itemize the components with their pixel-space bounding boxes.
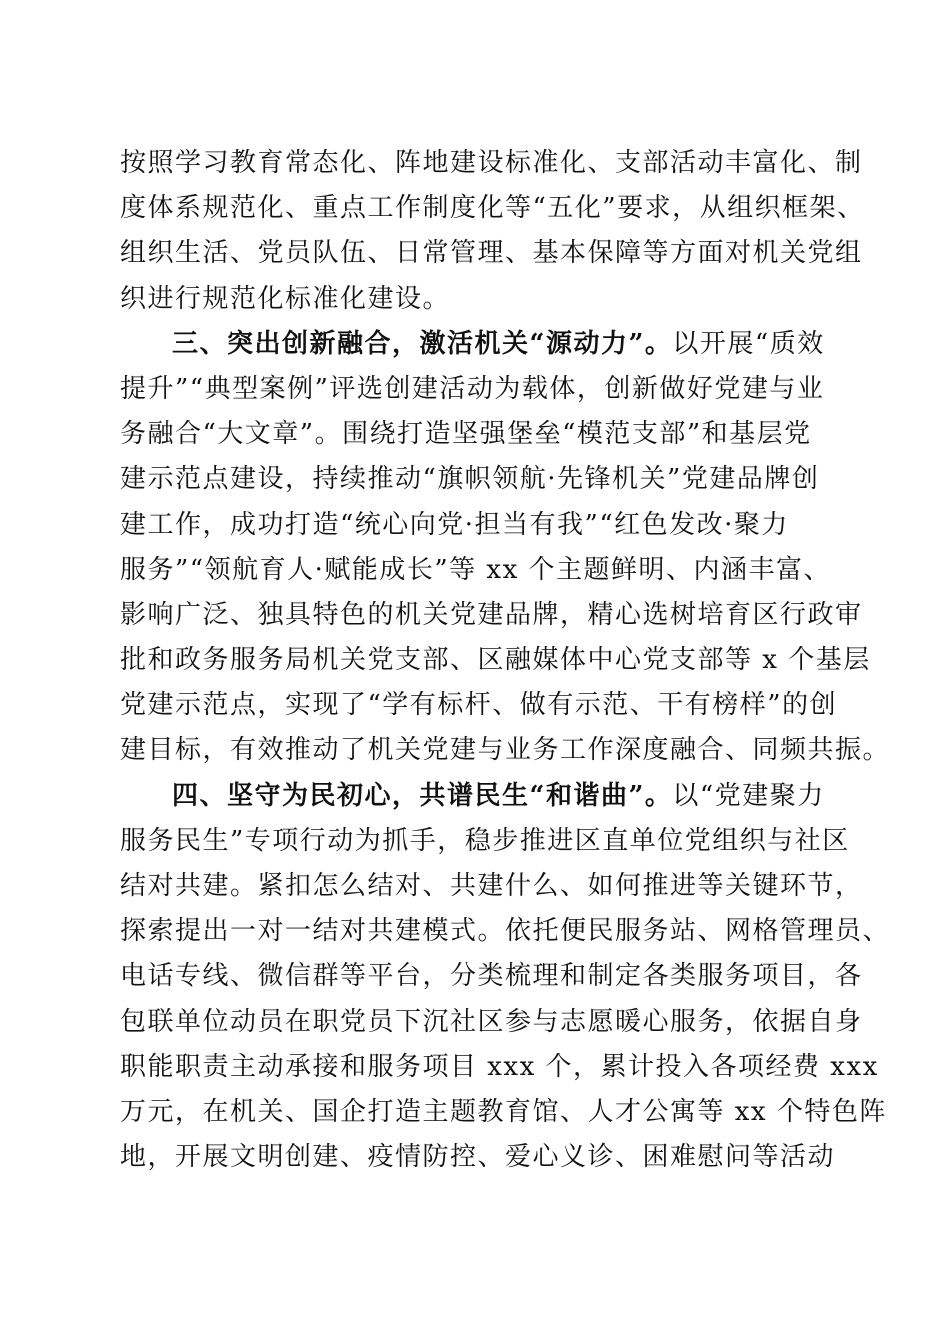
section-4-first-line <box>120 774 840 819</box>
text-line: 党建示范点，实现了“学有标杆、做有示范、干有榜样”的创 <box>120 690 838 721</box>
text-line: 务融合“大文章”。围绕打造坚强堡垒“模范支部”和基层党 <box>120 419 812 450</box>
paragraph-section-4 <box>120 774 891 1181</box>
section-3-heading-rest: 以开展“质效 <box>672 328 825 359</box>
text-line: 批和政务服务局机关党支部、区融媒体中心党支部等 x 个基层 <box>120 645 871 676</box>
text-line: 服务民生”专项行动为抓手，稳步推进区直单位党组织与社区 <box>120 825 850 856</box>
section-3-first-line <box>120 322 840 367</box>
text-line: 职能职责主动承接和服务项目 xxx 个，累计投入各项经费 xxx <box>120 1051 879 1082</box>
text-line: 影响广泛、独具特色的机关党建品牌，精心选树培育区行政审 <box>120 599 863 630</box>
text-line: 万元，在机关、国企打造主题教育馆、人才公寓等 xx 个特色阵 <box>120 1096 887 1127</box>
text-line: 度体系规范化、重点工作制度化等“五化”要求，从组织框架、 <box>120 193 865 224</box>
section-4-heading-rest: 以“党建聚力 <box>672 780 825 811</box>
section-4-heading: 四、坚守为民初心，共谱民生“和谐曲”。 <box>172 780 673 811</box>
document-body <box>120 141 891 1180</box>
section-3-heading: 三、突出创新融合，激活机关“源动力”。 <box>172 328 673 359</box>
text-line: 包联单位动员在职党员下沉社区参与志愿暖心服务，依据自身 <box>120 1006 863 1037</box>
text-line: 按照学习教育常态化、阵地建设标准化、支部活动丰富化、制 <box>120 148 863 178</box>
text-line: 探索提出一对一结对共建模式。依托便民服务站、网格管理员、 <box>120 916 891 947</box>
text-line: 服务”“领航育人·赋能成长”等 xx 个主题鲜明、内涵丰富、 <box>120 554 831 585</box>
text-line: 地，开展文明创建、疫情防控、爱心义诊、困难慰问等活动 <box>120 1142 836 1173</box>
text-line: 结对共建。紧扣怎么结对、共建什么、如何推进等关键环节， <box>120 871 863 901</box>
text-line: 织进行规范化标准化建设。 <box>120 283 451 314</box>
text-line: 建工作，成功打造“统心向党·担当有我”“红色发改·聚力 <box>120 509 789 540</box>
text-line: 组织生活、党员队伍、日常管理、基本保障等方面对机关党组 <box>120 238 863 269</box>
text-line: 建目标，有效推动了机关党建与业务工作深度融合、同频共振。 <box>120 735 891 766</box>
text-line: 电话专线、微信群等平台，分类梳理和制定各类服务项目，各 <box>120 961 863 992</box>
paragraph-standardization <box>120 141 865 322</box>
paragraph-section-3 <box>120 322 891 774</box>
text-line: 提升”“典型案例”评选创建活动为载体，创新做好党建与业 <box>120 373 825 404</box>
text-line: 建示范点建设，持续推动“旗帜领航·先锋机关”党建品牌创 <box>120 464 820 495</box>
